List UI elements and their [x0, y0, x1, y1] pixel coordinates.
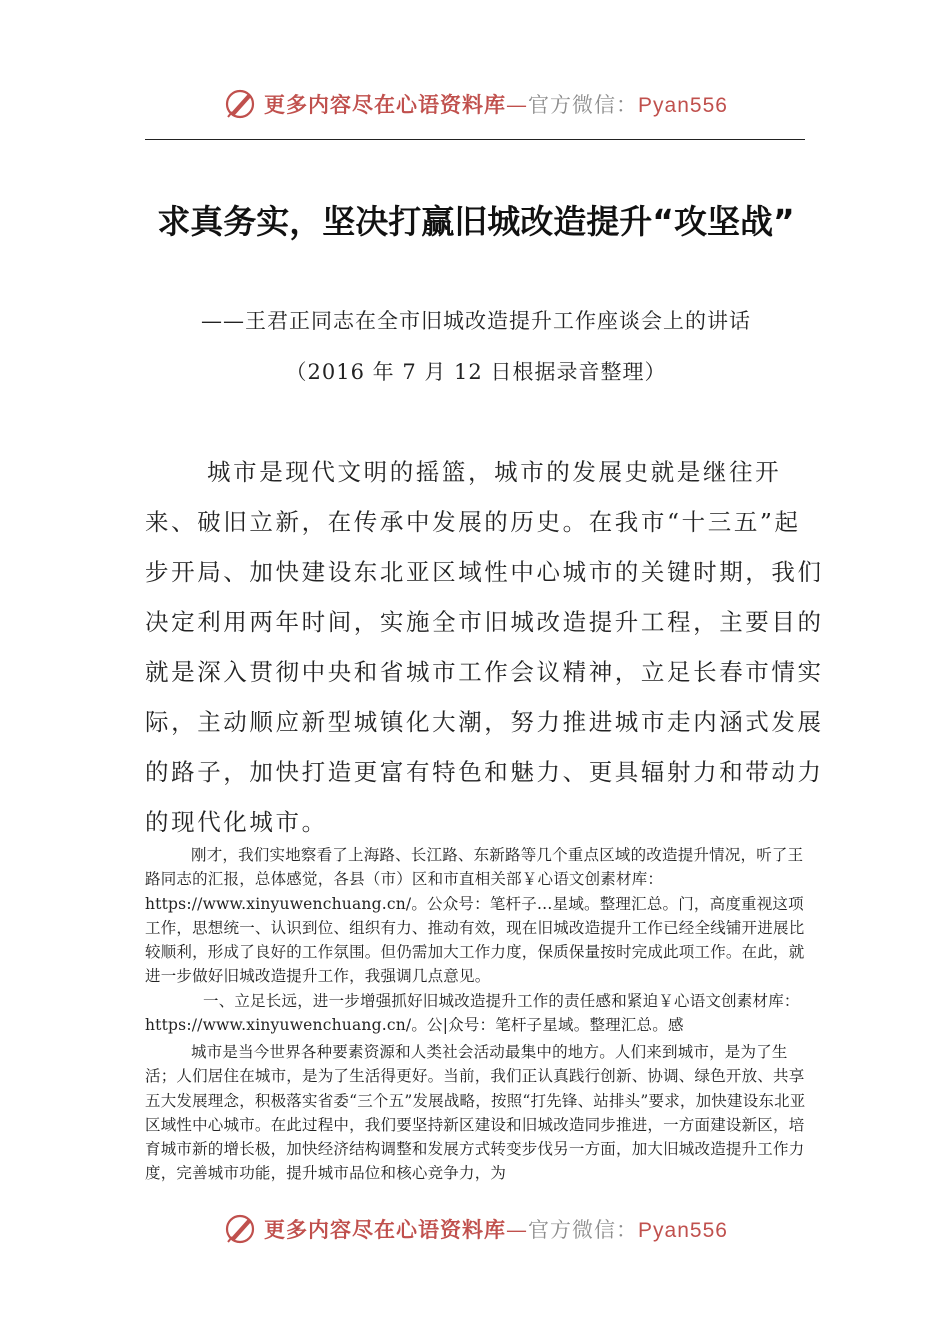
banner-dash: —	[506, 93, 529, 117]
body-paragraph-3	[145, 1040, 810, 1186]
banner-wechat-id: Pyan556	[638, 94, 728, 117]
footer-banner-text	[264, 1214, 728, 1244]
section-heading-1	[145, 989, 810, 1038]
banner-text	[264, 89, 728, 119]
footer-wechat-label: 官方微信：	[528, 1218, 639, 1242]
intro-paragraph	[145, 447, 825, 847]
paragraph-1-text: 刚才，我们实地察看了上海路、长江路、东新路等几个重点区域的改造提升情况，听了王路同志的汇报，总体感觉，各县（市）区和市直相关部￥心语文创素材库：https://www.xinyuwenchuang.cn/。公众号：笔杆子…星域。整理汇总。门，高度重视这项工作，思想统一、认识到位、组织有力、推动有效，现在旧城改造提升工作已经全线铺开进展比较顺利，形成了良好的工作氛围。但仍需加大工作力度，保质保量按时完成此项工作。在此，就进一步做好旧城改造提升工作，我强调几点意见。	[145, 846, 805, 986]
banner-wechat-label: 官方微信：	[528, 93, 639, 117]
footer-wechat-id: Pyan556	[638, 1219, 728, 1242]
banner-main: 更多内容尽在心语资料库	[264, 92, 507, 117]
header-banner	[0, 82, 950, 126]
document-subtitle: ——王君正同志在全市旧城改造提升工作座谈会上的讲话	[201, 309, 751, 333]
footer-banner	[0, 1207, 950, 1251]
section-heading-1-text: 一、立足长远，进一步增强抓好旧城改造提升工作的责任感和紧迫￥心语文创素材库：https://www.xinyuwenchuang.cn/。公|众号：笔杆子星域。整理汇总。感	[145, 992, 800, 1035]
date-note: （2016 年 7 月 12 日根据录音整理）	[285, 360, 667, 384]
footer-banner-dash: —	[506, 1218, 529, 1242]
intro-text: 城市是现代文明的摇篮，城市的发展史就是继往开来、破旧立新，在传承中发展的历史。在我市“十三五”起步开局、加快建设东北亚区域性中心城市的关键时期，我们决定利用两年时间，实施全市旧城改造提升工程，主要目的就是深入贯彻中央和省城市工作会议精神，立足长春市情实际，主动顺应新型城镇化大潮，努力推进城市走内涵式发展的路子，加快打造更富有特色和魅力、更具辐射力和带动力的现代化城市。	[145, 458, 824, 836]
body-paragraph-1	[145, 843, 810, 989]
header-divider	[145, 139, 805, 140]
document-title: 求真务实，坚决打赢旧城改造提升“攻坚战”	[157, 202, 795, 241]
quill-pen-icon	[222, 86, 258, 122]
quill-pen-icon	[222, 1211, 258, 1247]
paragraph-3-text: 城市是当今世界各种要素资源和人类社会活动最集中的地方。人们来到城市，是为了生活；人们居住在城市，是为了生活得更好。当前，我们正认真践行创新、协调、绿色开放、共享五大发展理念，积极落实省委“三个五”发展战略，按照“打先锋、站排头”要求，加快建设东北亚区域性中心城市。在此过程中，我们要坚持新区建设和旧城改造同步推进，一方面建设新区，培育城市新的增长极，加快经济结构调整和发展方式转变步伐另一方面，加大旧城改造提升工作力度，完善城市功能，提升城市品位和核心竞争力，为	[145, 1043, 806, 1183]
footer-banner-main: 更多内容尽在心语资料库	[264, 1217, 507, 1242]
